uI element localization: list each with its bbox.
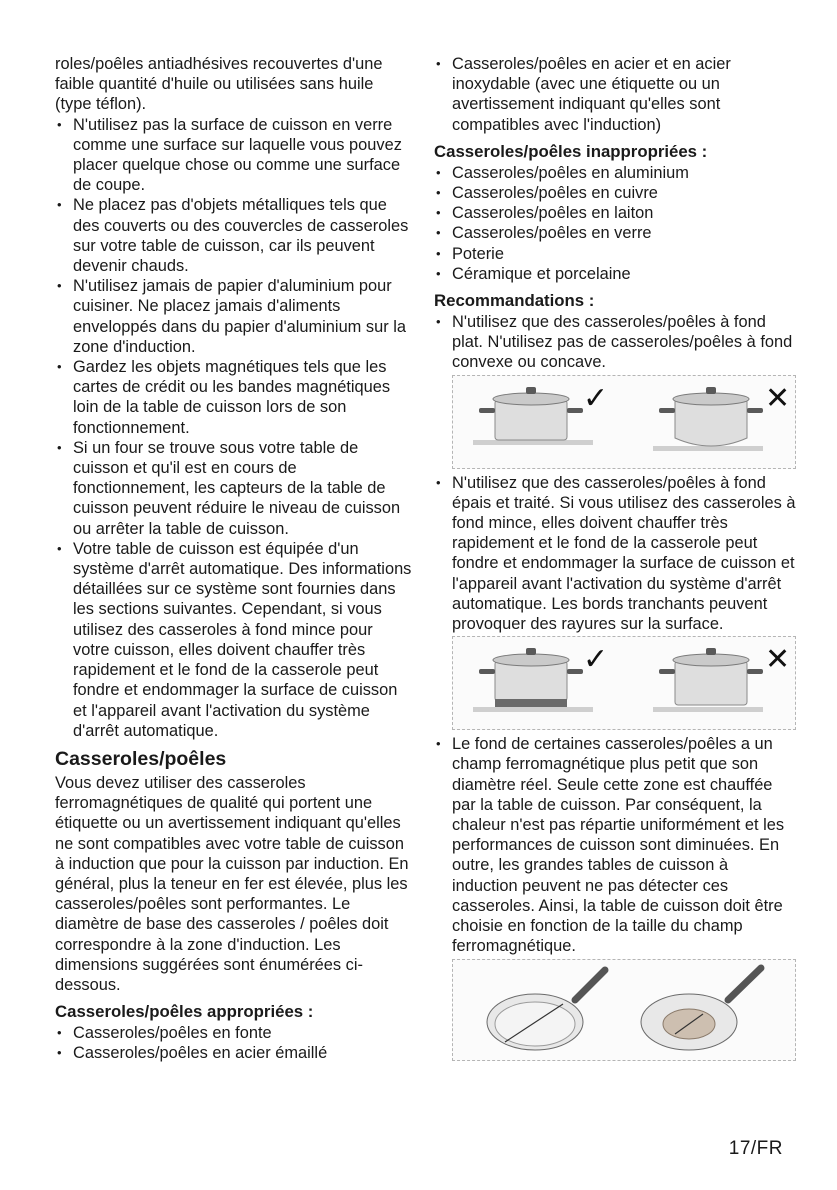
section-title: Casseroles/poêles bbox=[55, 747, 227, 770]
safety-bullet-list bbox=[55, 115, 413, 741]
list-item: • Casseroles/poêles en verre bbox=[434, 223, 796, 243]
list-item: • Casseroles/poêles en acier et en acier inoxydable (avec une étiquette ou un avertissement indiquant qu'elles sont compatibles avec l'induction) bbox=[434, 54, 796, 135]
check-icon: ✓ bbox=[583, 380, 609, 416]
thick-bottom-pots-figure bbox=[452, 636, 796, 730]
thin-pot-icon bbox=[653, 648, 763, 712]
list-item: • N'utilisez que des casseroles/poêles à fond plat. N'utilisez pas de casseroles/poêles à fond convexe ou concave. bbox=[434, 312, 796, 373]
list-item: • Casseroles/poêles en aluminium bbox=[434, 163, 796, 183]
thick-pot-icon bbox=[473, 648, 593, 712]
list-item: • Céramique et porcelaine bbox=[434, 264, 796, 284]
list-item: • Casseroles/poêles en acier émaillé bbox=[55, 1043, 413, 1063]
full-field-pan-icon bbox=[487, 970, 605, 1050]
list-item: • Ne placez pas d'objets métalliques tels que des couverts ou des couvercles de casseroles sur votre table de cuisson, car ils peuvent devenir chauds. bbox=[55, 195, 413, 276]
list-item: • N'utilisez que des casseroles/poêles à fond épais et traité. Si vous utilisez des casseroles à fond mince, elles doivent chauffer très rapidement et le fond de la casserole peut fondre et endommager la surface de cuisson et l'appareil avant l'activation du système d'arrêt automatique. Les bords tranchants peuvent provoquer des rayures sur la surface. bbox=[434, 473, 796, 635]
continued-text: roles/poêles antiadhésives recouvertes d'une faible quantité d'huile ou utilisées sans huile (type téflon). bbox=[55, 55, 383, 114]
list-item: • Gardez les objets magnétiques tels que les cartes de crédit ou les bandes magnétiques loin de la table de cuisson lors de son fonctionnement. bbox=[55, 357, 413, 438]
flat-pot-icon bbox=[473, 387, 593, 445]
small-field-pan-icon bbox=[641, 968, 761, 1050]
cross-icon: ✕ bbox=[765, 380, 791, 416]
thick-bottom-pots-illustration bbox=[453, 637, 795, 729]
list-item: • Casseroles/poêles en laiton bbox=[434, 203, 796, 223]
section-paragraph: Vous devez utiliser des casseroles ferromagnétiques de qualité qui portent une étiquette ou un avertissement indiquant qu'elles ne sont compatibles avec votre table de cuisson à induction que pour la cuisson par induction. En général, plus la teneur en fer est élevée, plus les casseroles/poêles sont performantes. Le diamètre de base des casseroles / poêles doit correspondre à la zone d'induction. Les dimensions suggérées sont énumérées ci-dessous. bbox=[55, 773, 409, 994]
list-item: • Si un four se trouve sous votre table de cuisson et qu'il est en cours de fonctionnement, les capteurs de la table de cuisson peuvent réduire le niveau de cuisson ou arrêter la table de cuisson. bbox=[55, 438, 413, 539]
suitable-list bbox=[55, 1023, 413, 1063]
list-item: • Casseroles/poêles en fonte bbox=[55, 1023, 413, 1043]
left-column bbox=[55, 54, 413, 1064]
check-icon: ✓ bbox=[583, 642, 609, 678]
unsuitable-title: Casseroles/poêles inappropriées : bbox=[434, 141, 708, 161]
recommendations-list-2 bbox=[434, 473, 796, 635]
ferromagnetic-field-figure bbox=[452, 959, 796, 1061]
list-item: • Votre table de cuisson est équipée d'un système d'arrêt automatique. Des informations détaillées sur ce système sont fournies dans les sections suivantes. Cependant, si vous utilisez des casseroles à fond mince pour votre cuisson, elles doivent chauffer très rapidement et le fond de la casserole peut fondre et endommager la surface de cuisson et l'appareil avant l'activation du système d'arrêt automatique. bbox=[55, 539, 413, 741]
cross-icon: ✕ bbox=[765, 642, 791, 678]
frying-pans-illustration bbox=[453, 960, 795, 1060]
list-item: • Casseroles/poêles en cuivre bbox=[434, 183, 796, 203]
suitable-list-continued bbox=[434, 54, 796, 135]
list-item: • N'utilisez jamais de papier d'aluminium pour cuisiner. Ne placez jamais d'aliments enveloppés dans du papier d'aluminium sur la zone d'induction. bbox=[55, 276, 413, 357]
recommendations-list bbox=[434, 312, 796, 373]
flat-bottom-pots-figure bbox=[452, 375, 796, 469]
page-number: 17/FR bbox=[728, 1138, 783, 1159]
recommendations-list-3 bbox=[434, 734, 796, 956]
recommendations-title: Recommandations : bbox=[434, 291, 595, 311]
unsuitable-list bbox=[434, 163, 796, 284]
suitable-title: Casseroles/poêles appropriées : bbox=[55, 1002, 314, 1022]
list-item: • Poterie bbox=[434, 244, 796, 264]
flat-bottom-pots-illustration bbox=[453, 376, 795, 468]
convex-pot-icon bbox=[653, 387, 763, 451]
list-item: • N'utilisez pas la surface de cuisson en verre comme une surface sur laquelle vous pouvez placer quelque chose ou comme une surface de coupe. bbox=[55, 115, 413, 196]
right-column bbox=[434, 54, 796, 1065]
list-item: • Le fond de certaines casseroles/poêles a un champ ferromagnétique plus petit que son diamètre réel. Seule cette zone est chauffée par la table de cuisson. Par conséquent, la chaleur n'est pas répartie uniformément et les performances de cuisson sont diminuées. En outre, les grandes tables de cuisson à induction peuvent ne pas détecter ces casseroles. Ainsi, la table de cuisson doit être choisie en fonction de la taille du champ ferromagnétique. bbox=[434, 734, 796, 956]
